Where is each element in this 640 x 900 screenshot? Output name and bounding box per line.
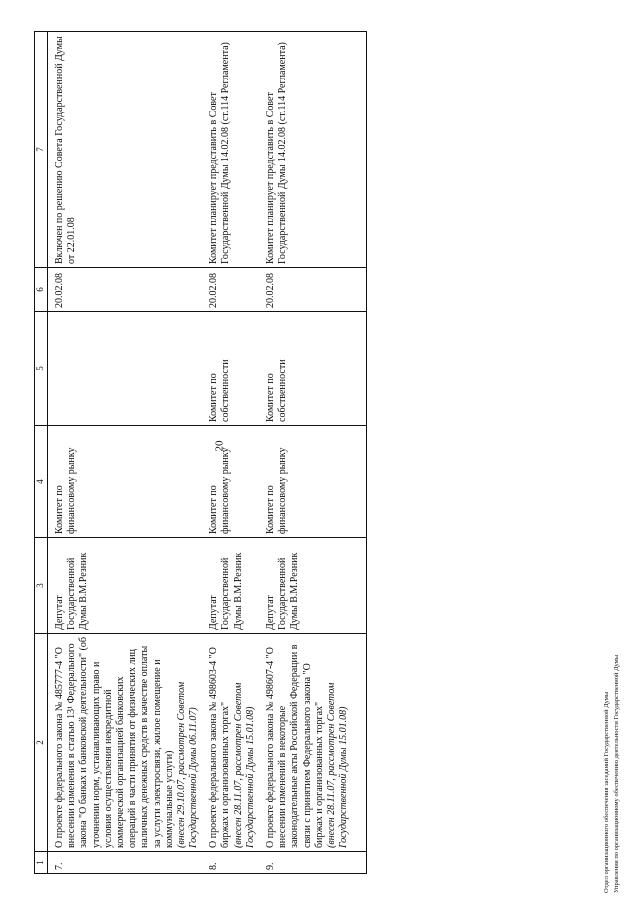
- status-cell: Комитет планирует представить в Совет Государственной Думы 14.02.08 (ст.114 Регламента): [259, 32, 352, 268]
- bill-name-cell: [259, 634, 352, 852]
- row-number: 7.: [48, 852, 203, 874]
- table-row: [48, 32, 203, 874]
- bill-note: (внесен 29.10.07, рассмотрен Советом Государственной Думы 06.11.07): [175, 681, 200, 848]
- committee-cell: Комитет по финансовому рынку: [48, 426, 203, 538]
- co-committee-cell: Комитет по собственности: [202, 312, 259, 426]
- row-number: 8.: [202, 852, 259, 874]
- page-number: 20: [213, 440, 226, 452]
- date-cell: 20.02.08: [48, 268, 203, 312]
- co-committee-cell: Комитет по собственности: [259, 312, 352, 426]
- status-cell: Комитет планирует представить в Совет Государственной Думы 14.02.08 (ст.114 Регламента): [202, 32, 259, 268]
- rotated-page-content: [34, 32, 602, 874]
- row-number: 9.: [259, 852, 352, 874]
- bill-name: О проекте федерального закона № 498603-4 "О биржах и организованных торгах": [208, 647, 232, 848]
- bill-name: О проекте федерального закона № 485777-4 "О внесении изменения в статью 13¹ Федерального закона "О банках и банковской деятельности" (об уточнении норм, устанавливающих право и условия осуществления некредитной коммерческой организацией банковских операций в части принятия от физических лиц наличных денежных средств в качестве оплаты за услуги электросвязи, жилое помещение и коммунальные услуги): [54, 637, 175, 848]
- header-col-6: 6: [35, 268, 48, 312]
- footer-line-2: Управления по организационному обеспечению деятельности Государственной Думы: [613, 654, 620, 893]
- table-row: [202, 32, 259, 874]
- header-col-1: 1: [35, 852, 48, 874]
- bill-name: О проекте федерального закона № 498607-4 "О внесении изменений в некоторые законодательные акты Российской Федерации в связи с принятием Федерального закона "О биржах и организованных торгах": [265, 644, 325, 848]
- bills-table: [34, 31, 367, 874]
- header-col-2: 2: [35, 634, 48, 852]
- header-col-3: 3: [35, 538, 48, 634]
- committee-cell: Комитет по финансовому рынку: [202, 426, 259, 538]
- bill-name-cell: [48, 634, 203, 852]
- header-col-4: 4: [35, 426, 48, 538]
- bill-name-cell: [202, 634, 259, 852]
- table-row: [259, 32, 352, 874]
- bill-note: (внесен 28.11.07, рассмотрен Советом Государственной Думы 15.01.08): [325, 682, 350, 848]
- header-row: [35, 32, 48, 874]
- author-cell: Депутат Государственной Думы В.М.Резник: [48, 538, 203, 634]
- committee-cell: Комитет по финансовому рынку: [259, 426, 352, 538]
- bill-note: (внесен 28.11.07, рассмотрен Советом Государственной Думы 15.01.08): [232, 682, 256, 848]
- header-col-5: 5: [35, 312, 48, 426]
- date-cell: 20.02.08: [259, 268, 352, 312]
- co-committee-cell: [48, 312, 203, 426]
- author-cell: Депутат Государственной Думы В.М.Резник: [202, 538, 259, 634]
- date-cell: 20.02.08: [202, 268, 259, 312]
- table-bottom-row: [352, 32, 367, 874]
- header-col-7: 7: [35, 32, 48, 268]
- footer-line-1: Отдел организационного обеспечения заседаний Государственной Думы: [603, 691, 610, 893]
- author-cell: Депутат Государственной Думы В.М.Резник: [259, 538, 352, 634]
- status-cell: Включен по решению Совета Государственной Думы от 22.01.08: [48, 32, 203, 268]
